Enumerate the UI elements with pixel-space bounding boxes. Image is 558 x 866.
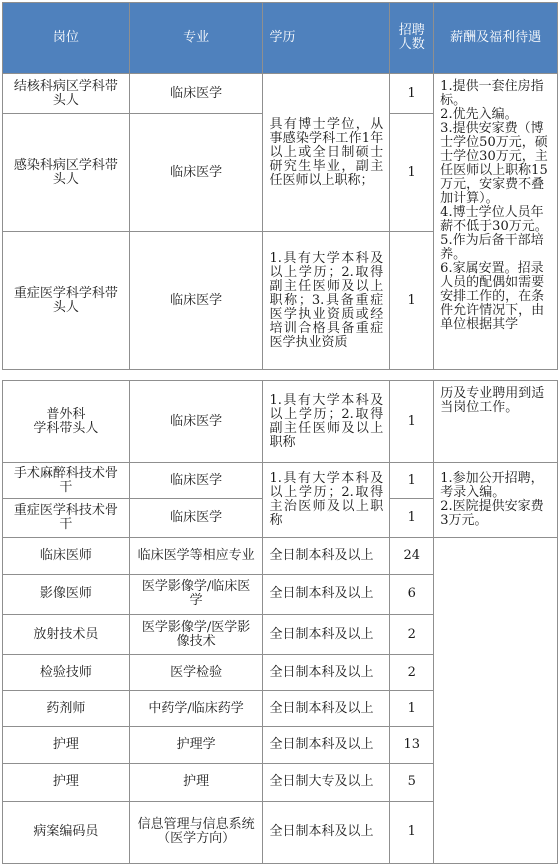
table-row bbox=[3, 74, 558, 114]
header-major: 专业 bbox=[129, 3, 263, 74]
quota-cell: 1 bbox=[390, 114, 434, 232]
position-cell: 放射技术员 bbox=[3, 614, 130, 654]
table-header-row bbox=[3, 3, 558, 74]
education-cell: 具有博士学位，从事感染学科工作1年以上或全日制硕士研究生毕业，副主任医师以上职称； bbox=[263, 74, 390, 232]
table-row bbox=[3, 381, 558, 463]
recruitment-table-part2 bbox=[2, 380, 558, 864]
major-cell: 临床医学 bbox=[129, 114, 263, 232]
quota-cell: 13 bbox=[390, 727, 434, 763]
quota-cell: 2 bbox=[390, 655, 434, 691]
position-cell: 护理 bbox=[3, 727, 130, 763]
header-education: 学历 bbox=[263, 3, 390, 74]
quota-cell: 1 bbox=[390, 463, 434, 499]
quota-cell: 24 bbox=[390, 537, 434, 574]
position-cell: 药剂师 bbox=[3, 691, 130, 727]
benefits-empty-cell bbox=[434, 537, 558, 863]
position-cell: 结核科病区学科带头人 bbox=[3, 74, 130, 114]
position-cell: 病案编码员 bbox=[3, 801, 130, 863]
education-cell: 全日制本科及以上 bbox=[263, 537, 390, 574]
header-benefits: 薪酬及福利待遇 bbox=[434, 3, 558, 74]
position-cell: 检验技师 bbox=[3, 655, 130, 691]
position-cell: 手术麻醉科技术骨干 bbox=[3, 463, 130, 499]
quota-cell: 1 bbox=[390, 801, 434, 863]
education-cell: 全日制本科及以上 bbox=[263, 801, 390, 863]
education-cell: 全日制本科及以上 bbox=[263, 691, 390, 727]
position-cell: 普外科 学科带头人 bbox=[3, 381, 130, 463]
quota-cell: 1 bbox=[390, 499, 434, 537]
major-cell: 临床医学 bbox=[129, 381, 263, 463]
position-cell: 临床医师 bbox=[3, 537, 130, 574]
benefits-cell: 1.提供一套住房指标。 2.优先入编。 3.提供安家费（博士学位50万元，硕士学位30万元，主任医师以上职称15万元，安家费不叠加计算）。 4.博士学位人员年薪不低于30万元。 5.作为后备干部培养。 6.家属安置。招录人员的配偶如需要安排工作的，在条件允许情况下，由单位根据其学 bbox=[434, 74, 558, 370]
quota-cell: 1 bbox=[390, 232, 434, 370]
header-position: 岗位 bbox=[3, 3, 130, 74]
position-cell: 护理 bbox=[3, 763, 130, 801]
major-cell: 临床医学 bbox=[129, 499, 263, 537]
quota-cell: 1 bbox=[390, 74, 434, 114]
benefits-cell: 历及专业聘用到适当岗位工作。 bbox=[434, 381, 558, 463]
major-cell: 护理 bbox=[129, 763, 263, 801]
quota-cell: 5 bbox=[390, 763, 434, 801]
position-cell: 重症医学科学科带头人 bbox=[3, 232, 130, 370]
major-cell: 临床医学 bbox=[129, 74, 263, 114]
major-cell: 临床医学 bbox=[129, 463, 263, 499]
education-cell: 1.具有大学本科及以上学历；2.取得副主任医师及以上职称 bbox=[263, 381, 390, 463]
education-cell: 全日制本科及以上 bbox=[263, 614, 390, 654]
table-row bbox=[3, 463, 558, 499]
recruitment-table-part1 bbox=[2, 2, 558, 370]
education-cell: 全日制本科及以上 bbox=[263, 574, 390, 614]
header-quota: 招聘人数 bbox=[390, 3, 434, 74]
education-cell: 全日制本科及以上 bbox=[263, 727, 390, 763]
education-cell: 1.具有大学本科及以上学历；2.取得主治医师及以上职称 bbox=[263, 463, 390, 537]
quota-cell: 6 bbox=[390, 574, 434, 614]
quota-cell: 1 bbox=[390, 691, 434, 727]
position-cell: 感染科病区学科带头人 bbox=[3, 114, 130, 232]
education-cell: 1.具有大学本科及以上学历；2.取得副主任医师及以上职称；3.具备重症医学执业资质或经培训合格具备重症医学执业资质 bbox=[263, 232, 390, 370]
table-row bbox=[3, 537, 558, 574]
position-cell: 影像医师 bbox=[3, 574, 130, 614]
major-cell: 中药学/临床药学 bbox=[129, 691, 263, 727]
education-cell: 全日制大专及以上 bbox=[263, 763, 390, 801]
major-cell: 临床医学等相应专业 bbox=[129, 537, 263, 574]
major-cell: 医学影像学/医学影像技术 bbox=[129, 614, 263, 654]
education-cell: 全日制本科及以上 bbox=[263, 655, 390, 691]
quota-cell: 1 bbox=[390, 381, 434, 463]
position-cell: 重症医学科技术骨干 bbox=[3, 499, 130, 537]
quota-cell: 2 bbox=[390, 614, 434, 654]
major-cell: 临床医学 bbox=[129, 232, 263, 370]
major-cell: 医学影像学/临床医学 bbox=[129, 574, 263, 614]
major-cell: 信息管理与信息系统 （医学方向） bbox=[129, 801, 263, 863]
major-cell: 护理学 bbox=[129, 727, 263, 763]
major-cell: 医学检验 bbox=[129, 655, 263, 691]
benefits-cell: 1.参加公开招聘，考录入编。 2.医院提供安家费3万元。 bbox=[434, 463, 558, 537]
